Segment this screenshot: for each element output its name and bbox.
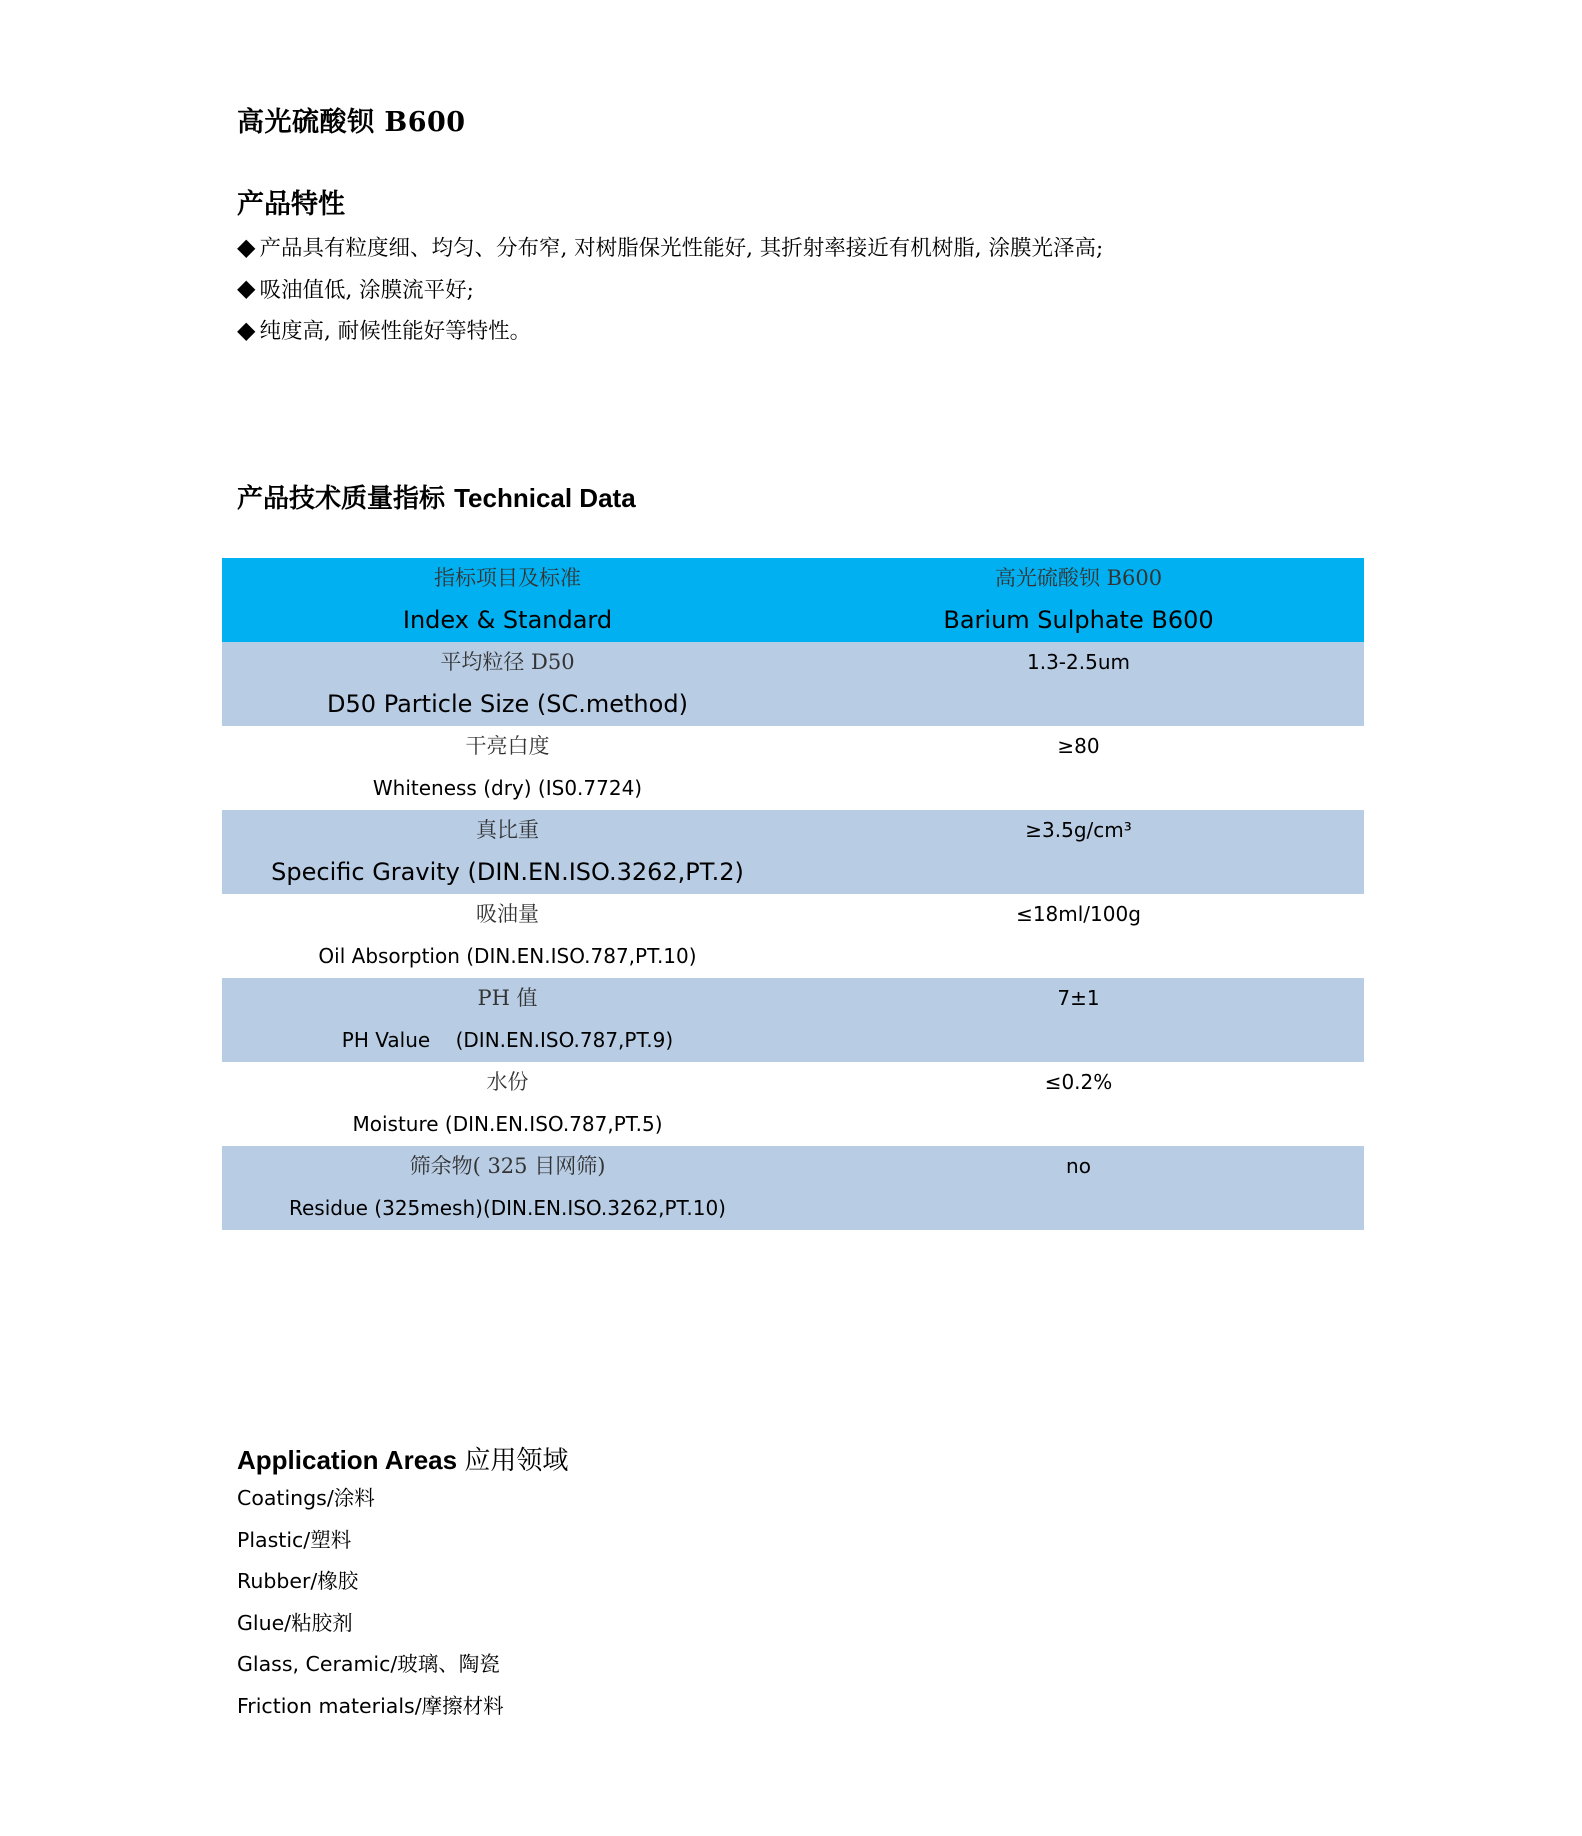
- value-cell: [793, 894, 1364, 978]
- index-cell: [222, 642, 793, 726]
- table-row: [222, 978, 1364, 1062]
- features-list: [237, 226, 1103, 351]
- application-item: Glass, Ceramic/玻璃、陶瓷: [237, 1652, 500, 1677]
- index-zh: PH 值: [477, 986, 538, 1010]
- index-zh: 筛余物( 325 目网筛): [409, 1154, 606, 1178]
- application-item: Coatings/涂料: [237, 1486, 375, 1510]
- header-index-cell: [222, 558, 793, 642]
- index-cell: [222, 894, 793, 978]
- table-row: [222, 894, 1364, 978]
- value-text: ≥80: [1057, 734, 1100, 758]
- application-list: [237, 1478, 504, 1728]
- value-text: 7±1: [1057, 986, 1100, 1010]
- index-cell: [222, 1146, 793, 1230]
- diamond-bullet-icon: ◆: [237, 232, 256, 261]
- value-cell: [793, 726, 1364, 810]
- feature-text: 产品具有粒度细、均匀、分布窄, 对树脂保光性能好, 其折射率接近有机树脂, 涂膜光泽高;: [259, 236, 1104, 262]
- feature-item: [237, 226, 1103, 268]
- application-item: Rubber/橡胶: [237, 1569, 359, 1594]
- technical-data-heading: [237, 478, 636, 515]
- value-text: ≤18ml/100g: [1016, 902, 1141, 926]
- index-en: Residue (325mesh)(DIN.EN.ISO.3262,PT.10): [288, 1196, 726, 1220]
- feature-text: 吸油值低, 涂膜流平好;: [259, 277, 474, 303]
- value-cell: [793, 642, 1364, 726]
- index-en: Whiteness (dry) (IS0.7724): [372, 776, 643, 800]
- index-cell: [222, 810, 793, 894]
- application-item: Plastic/塑料: [237, 1527, 352, 1552]
- index-zh: 干亮白度: [465, 734, 550, 758]
- technical-heading-en: Technical Data: [454, 483, 636, 513]
- index-en: D50 Particle Size (SC.method): [327, 690, 688, 718]
- index-zh: 水份: [486, 1070, 529, 1094]
- value-cell: [793, 810, 1364, 894]
- index-en: Oil Absorption (DIN.EN.ISO.787,PT.10): [318, 944, 697, 968]
- header-value-zh: 高光硫酸钡 B600: [994, 566, 1163, 590]
- header-index-zh: 指标项目及标准: [434, 566, 581, 590]
- application-heading-en: Application Areas: [237, 1445, 458, 1475]
- header-value-cell: [793, 558, 1364, 642]
- table-row: [222, 726, 1364, 810]
- index-en: Moisture (DIN.EN.ISO.787,PT.5): [352, 1112, 663, 1136]
- application-item: Glue/粘胶剂: [237, 1610, 353, 1635]
- table-row: [222, 642, 1364, 726]
- technical-data-table: [222, 558, 1364, 1230]
- header-index-en: Index & Standard: [402, 606, 613, 634]
- index-zh: 吸油量: [476, 902, 539, 926]
- index-en: Specific Gravity (DIN.EN.ISO.3262,PT.2): [271, 858, 744, 886]
- index-en: PH Value (DIN.EN.ISO.787,PT.9): [341, 1028, 674, 1052]
- features-heading: 产品特性: [237, 189, 345, 220]
- document-title: 高光硫酸钡 B600: [237, 107, 466, 138]
- diamond-bullet-icon: ◆: [237, 274, 256, 303]
- application-heading-zh: 应用领域: [464, 1446, 569, 1476]
- value-text: ≤0.2%: [1044, 1070, 1113, 1094]
- index-cell: [222, 726, 793, 810]
- table-row: [222, 1146, 1364, 1230]
- index-cell: [222, 978, 793, 1062]
- index-cell: [222, 1062, 793, 1146]
- technical-heading-zh: 产品技术质量指标: [237, 484, 446, 514]
- application-item: Friction materials/摩擦材料: [237, 1693, 504, 1718]
- feature-item: [237, 268, 1103, 310]
- value-cell: [793, 1062, 1364, 1146]
- value-cell: [793, 978, 1364, 1062]
- index-zh: 真比重: [476, 818, 539, 842]
- value-text: no: [1066, 1154, 1091, 1178]
- table-row: [222, 1062, 1364, 1146]
- table-row: [222, 810, 1364, 894]
- header-value-en: Barium Sulphate B600: [943, 606, 1214, 634]
- application-areas-heading: [237, 1440, 568, 1477]
- feature-text: 纯度高, 耐候性能好等特性。: [259, 319, 532, 345]
- feature-item: [237, 309, 1103, 351]
- index-zh: 平均粒径 D50: [440, 650, 575, 674]
- value-text: 1.3-2.5um: [1027, 650, 1130, 674]
- table-header-row: [222, 558, 1364, 642]
- diamond-bullet-icon: ◆: [237, 315, 256, 344]
- value-cell: [793, 1146, 1364, 1230]
- value-text: ≥3.5g/cm³: [1025, 818, 1132, 842]
